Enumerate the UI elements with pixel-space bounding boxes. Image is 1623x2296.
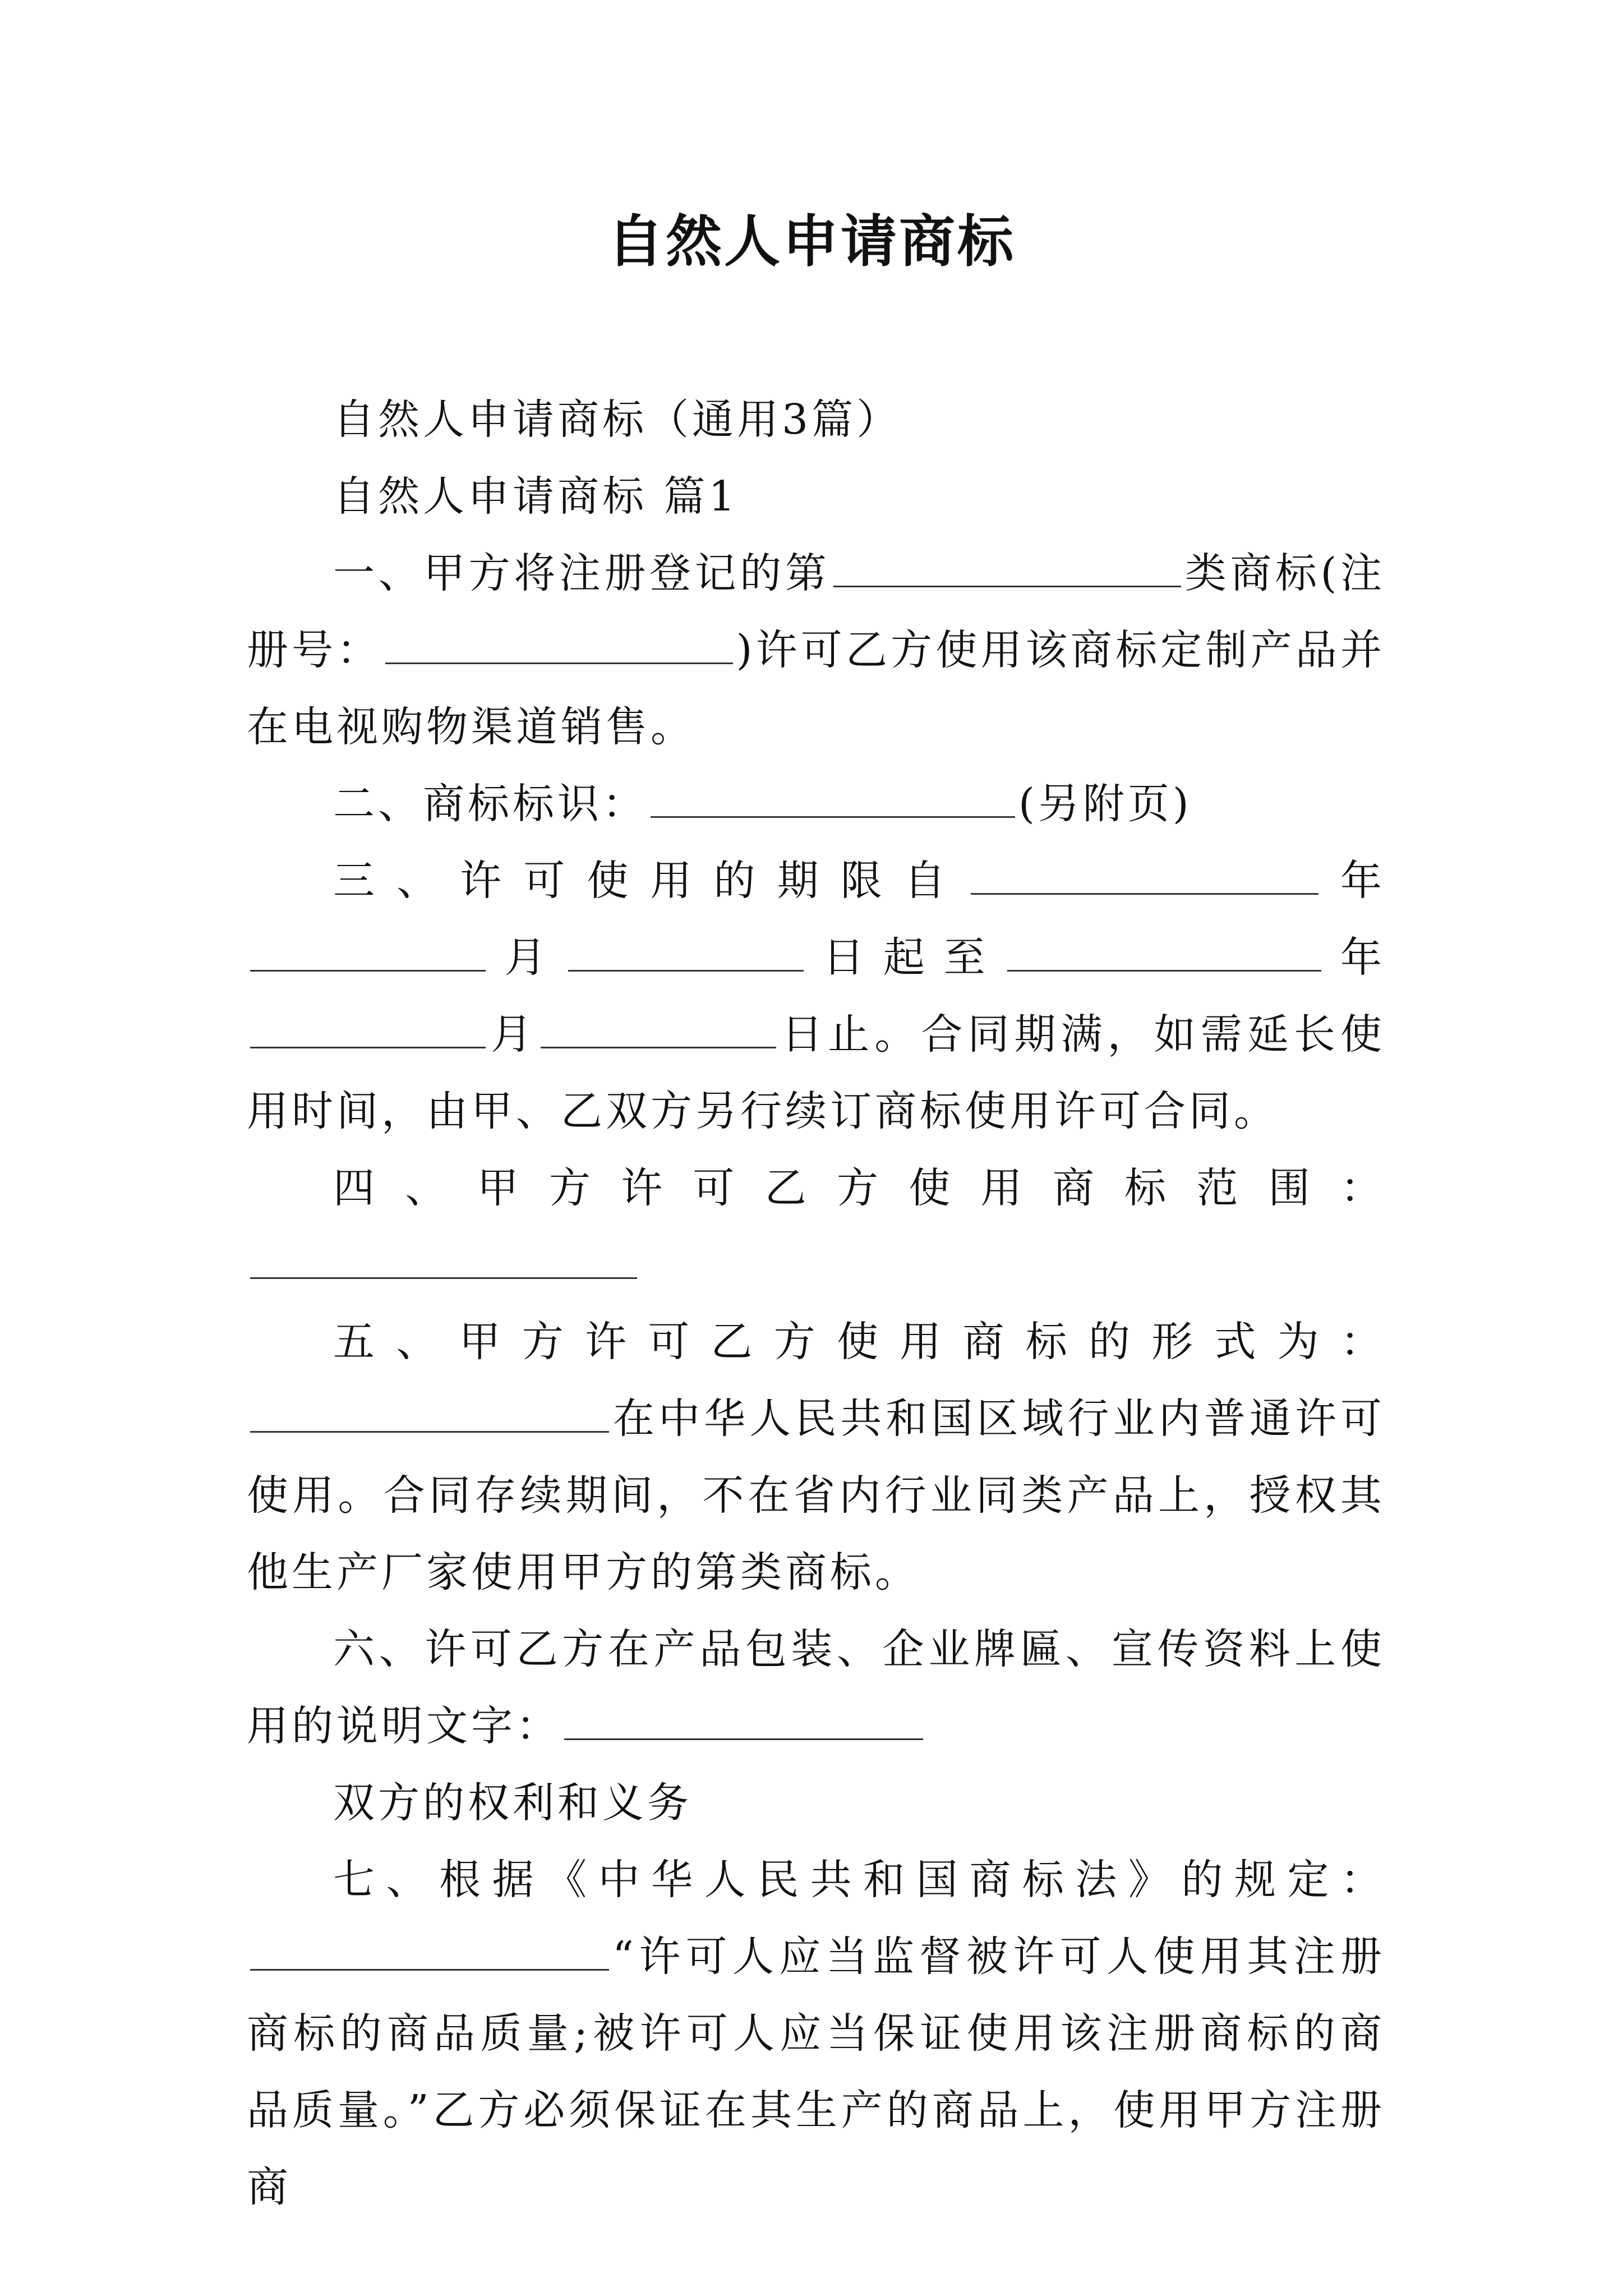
document-body bbox=[247, 381, 1385, 2226]
clause-7-text-a: 七、根据《中华人民共和国商标法》的规定： bbox=[333, 1856, 1385, 1904]
clause-6-text-a: 六、许可乙方在产品包装、企业牌匾、宣传资料上使用的说明文字： bbox=[247, 1625, 1385, 1750]
clause-5-text-a: 五、甲方许可乙方使用商标的形式为： bbox=[333, 1318, 1385, 1366]
clause-3-text-e: 年 bbox=[1325, 933, 1386, 982]
trademark-logo-blank[interactable] bbox=[651, 775, 1015, 818]
clause-2 bbox=[247, 766, 1385, 843]
heading-line-text: 自然人申请商标（通用3篇） bbox=[333, 395, 902, 444]
usage-scope-blank[interactable] bbox=[250, 1236, 637, 1279]
clause-3-text-f: 月 bbox=[489, 1010, 538, 1059]
document-title: 自然人申请商标 bbox=[607, 208, 1016, 274]
clause-7 bbox=[247, 1842, 1385, 2226]
end-day-blank[interactable] bbox=[541, 1005, 776, 1048]
clause-3-text-c: 月 bbox=[489, 933, 565, 982]
class-number-blank[interactable] bbox=[833, 544, 1181, 587]
end-month-blank[interactable] bbox=[250, 1005, 486, 1048]
description-text-blank[interactable] bbox=[564, 1697, 923, 1740]
clause-4-text-a: 四、甲方许可乙方使用商标范围： bbox=[333, 1164, 1385, 1212]
registration-number-blank[interactable] bbox=[385, 621, 733, 664]
rights-heading-text: 双方的权利和义务 bbox=[333, 1779, 692, 1827]
clause-3-text-b: 年 bbox=[1321, 857, 1386, 905]
clause-1-text-b: 类商标(注册号： bbox=[247, 549, 1386, 674]
start-year-blank[interactable] bbox=[971, 852, 1318, 895]
clause-1-text-a: 一、甲方将注册登记的第 bbox=[333, 549, 831, 597]
sub-heading bbox=[247, 458, 1385, 535]
clause-7-text-b: “许可人应当监督被许可人使用其注册商标的商品质量;被许可人应当保证使用该注册商标的商品质量。”乙方必须保证在其生产的商品上，使用甲方注册商 bbox=[247, 1932, 1385, 2211]
clause-1 bbox=[247, 535, 1385, 766]
start-month-blank[interactable] bbox=[250, 928, 486, 972]
clause-5 bbox=[247, 1304, 1385, 1611]
end-year-blank[interactable] bbox=[1007, 928, 1321, 972]
clause-3-text-a: 三、许可使用的期限自 bbox=[333, 857, 967, 905]
clause-3-text-g: 日止。合同期满，如需延长使用时间，由甲、乙双方另行续订商标使用许可合同。 bbox=[247, 1010, 1386, 1135]
clause-2-text-a: 二、商标标识： bbox=[333, 780, 647, 828]
clause-6 bbox=[247, 1611, 1385, 1765]
clause-4 bbox=[247, 1150, 1385, 1304]
clause-3 bbox=[247, 843, 1385, 1150]
license-form-blank[interactable] bbox=[250, 1389, 609, 1433]
heading-line bbox=[247, 381, 1385, 458]
clause-2-text-b: (另附页) bbox=[1018, 780, 1192, 828]
rights-heading bbox=[247, 1765, 1385, 1842]
clause-1-text-c: )许可乙方使用该商标定制产品并在电视购物渠道销售。 bbox=[247, 626, 1386, 751]
law-article-blank[interactable] bbox=[250, 1927, 609, 1971]
clause-3-text-d: 日起至 bbox=[807, 933, 1004, 982]
sub-heading-text: 自然人申请商标 篇1 bbox=[333, 472, 739, 521]
clause-5-text-b: 在中华人民共和国区域行业内普通许可使用。合同存续期间，不在省内行业同类产品上，授权其他生产厂家使用甲方的第类商标。 bbox=[247, 1395, 1385, 1596]
start-day-blank[interactable] bbox=[568, 928, 804, 972]
